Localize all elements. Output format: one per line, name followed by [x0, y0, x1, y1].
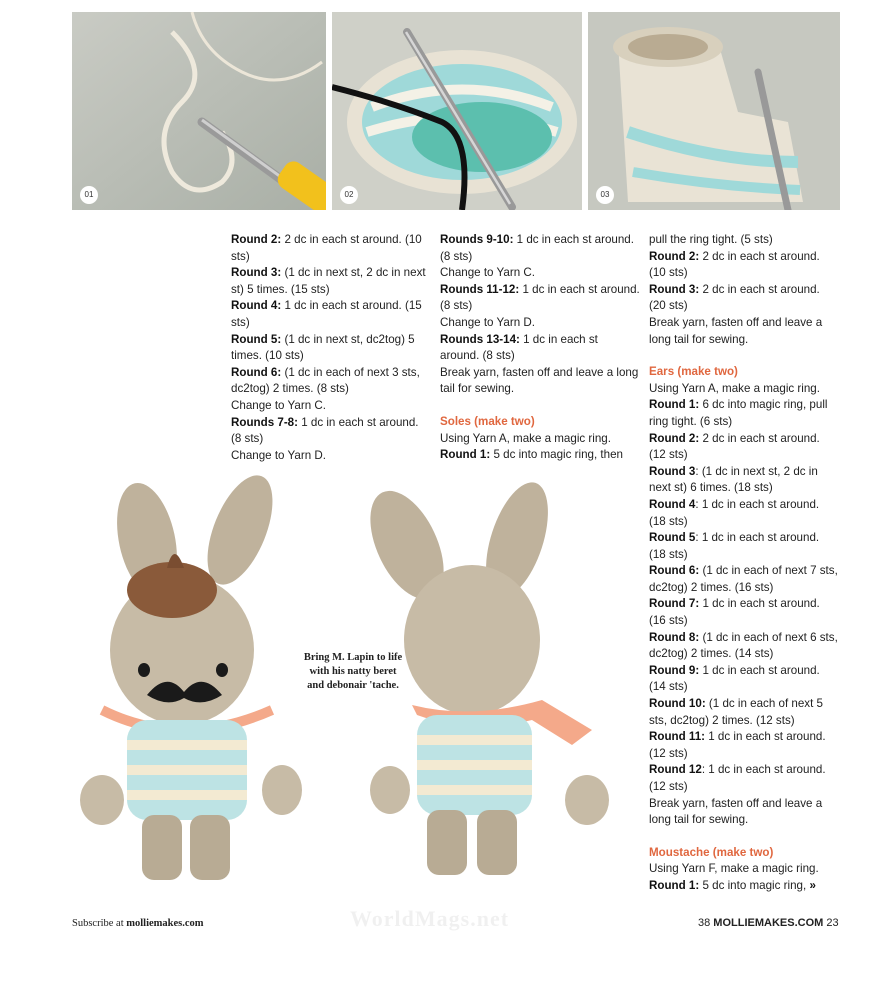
instruction-line: Round 3: 2 dc in each st around. (20 sts)	[649, 282, 820, 313]
instruction-line: Round 11: 1 dc in each st around. (12 sts)	[649, 730, 826, 760]
instruction-line: pull the ring tight. (5 sts)	[649, 233, 773, 246]
instruction-line: Round 2: 2 dc in each st around. (10 sts)	[649, 249, 820, 280]
instruction-line: Round 1: 6 dc into magic ring, pull ring tight. (6 sts)	[649, 398, 828, 428]
instruction-line: Round 8: (1 dc in each of next 6 sts, dc2tog) 2 times. (14 sts)	[649, 630, 838, 661]
instruction-line: Round 2: 2 dc in each st around. (10 sts)	[231, 233, 422, 263]
section-heading-soles: Soles (make two)	[440, 414, 535, 428]
watermark: WorldMags.net	[350, 906, 510, 931]
instruction-line: Change to Yarn C.	[440, 266, 535, 280]
footer-subscribe: Subscribe at molliemakes.com	[72, 918, 204, 929]
step-number: 01	[80, 186, 98, 204]
instruction-line: Break yarn, fasten off and leave a long tail for sewing.	[440, 365, 639, 396]
instruction-line: Round 5: 1 dc in each st around. (18 sts)	[649, 531, 820, 561]
footer-page-info	[698, 917, 839, 929]
section-heading-ears: Ears (make two)	[649, 365, 738, 379]
instructions-column-2	[440, 232, 640, 464]
instruction-line: Round 9: 1 dc in each st around. (14 sts)	[649, 663, 820, 694]
instruction-line: Round 3: (1 dc in next st, 2 dc in next st) 6 times. (18 sts)	[649, 464, 818, 495]
instruction-line: Round 1: 5 dc into magic ring, »	[649, 878, 816, 892]
instruction-line: Round 2: 2 dc in each st around. (12 sts)	[649, 431, 820, 462]
instruction-line: Round 6: (1 dc in each of next 3 sts, dc2tog) 2 times. (8 sts)	[231, 365, 420, 396]
step-photo-01	[72, 12, 326, 210]
instruction-line: Round 3: (1 dc in next st, 2 dc in next st) 5 times. (15 sts)	[231, 266, 426, 296]
step-number: 03	[596, 186, 614, 204]
instruction-line: Rounds 9-10: 1 dc in each st around. (8 sts)	[440, 233, 634, 263]
instruction-line: Round 10: (1 dc in each of next 5 sts, dc2tog) 2 times. (12 sts)	[649, 697, 823, 727]
instruction-line: Using Yarn A, make a magic ring.	[649, 381, 820, 395]
instruction-line: Rounds 11-12: 1 dc in each st around. (8 sts)	[440, 282, 640, 313]
instructions-column-3	[649, 232, 839, 895]
photo-striped-piece	[332, 12, 582, 210]
section-heading-moustache: Moustache (make two)	[649, 845, 774, 859]
instruction-line: Break yarn, fasten off and leave a long tail for sewing.	[649, 796, 823, 827]
instruction-line: Round 4: 1 dc in each st around. (15 sts)	[231, 299, 422, 329]
instruction-line: Change to Yarn D.	[231, 448, 326, 462]
instruction-line: Rounds 13-14: 1 dc in each st around. (8 sts)	[440, 332, 598, 363]
instruction-line: Round 6: (1 dc in each of next 7 sts, dc2tog) 2 times. (16 sts)	[649, 564, 838, 594]
instruction-line: Rounds 7-8: 1 dc in each st around. (8 sts)	[231, 415, 419, 446]
instruction-line: Break yarn, fasten off and leave a long tail for sewing.	[649, 315, 823, 346]
photo-ring-hook	[72, 12, 326, 210]
photo-caption: Bring M. Lapin to life with his natty beret and debonair 'tache.	[303, 652, 403, 691]
instruction-line: Using Yarn F, make a magic ring.	[649, 862, 819, 876]
instruction-line: Change to Yarn D.	[440, 315, 535, 329]
instruction-line: Round 7: 1 dc in each st around. (16 sts)	[649, 597, 820, 628]
instruction-line: Round 12: 1 dc in each st around. (12 sts)	[649, 763, 826, 793]
photo-foot-piece	[588, 12, 840, 210]
instruction-line: Round 5: (1 dc in next st, dc2tog) 5 times. (10 sts)	[231, 332, 415, 363]
site-name: MOLLIEMAKES.COM	[713, 917, 824, 929]
instruction-line: Round 1: 5 dc into magic ring, then	[440, 448, 623, 462]
step-photo-02	[332, 12, 582, 210]
instruction-line: Round 4: 1 dc in each st around. (18 sts)	[649, 497, 820, 528]
step-number: 02	[340, 186, 358, 204]
subscribe-link[interactable]: molliemakes.com	[126, 918, 204, 929]
continue-arrow-icon: »	[809, 878, 816, 892]
instruction-line: Using Yarn A, make a magic ring.	[440, 431, 611, 445]
instruction-line: Change to Yarn C.	[231, 398, 326, 412]
page-number: 23	[823, 917, 839, 929]
issue-number: 38	[698, 917, 714, 929]
instructions-column-1	[231, 232, 431, 464]
step-photo-03	[588, 12, 840, 210]
front-bunny	[80, 470, 302, 880]
